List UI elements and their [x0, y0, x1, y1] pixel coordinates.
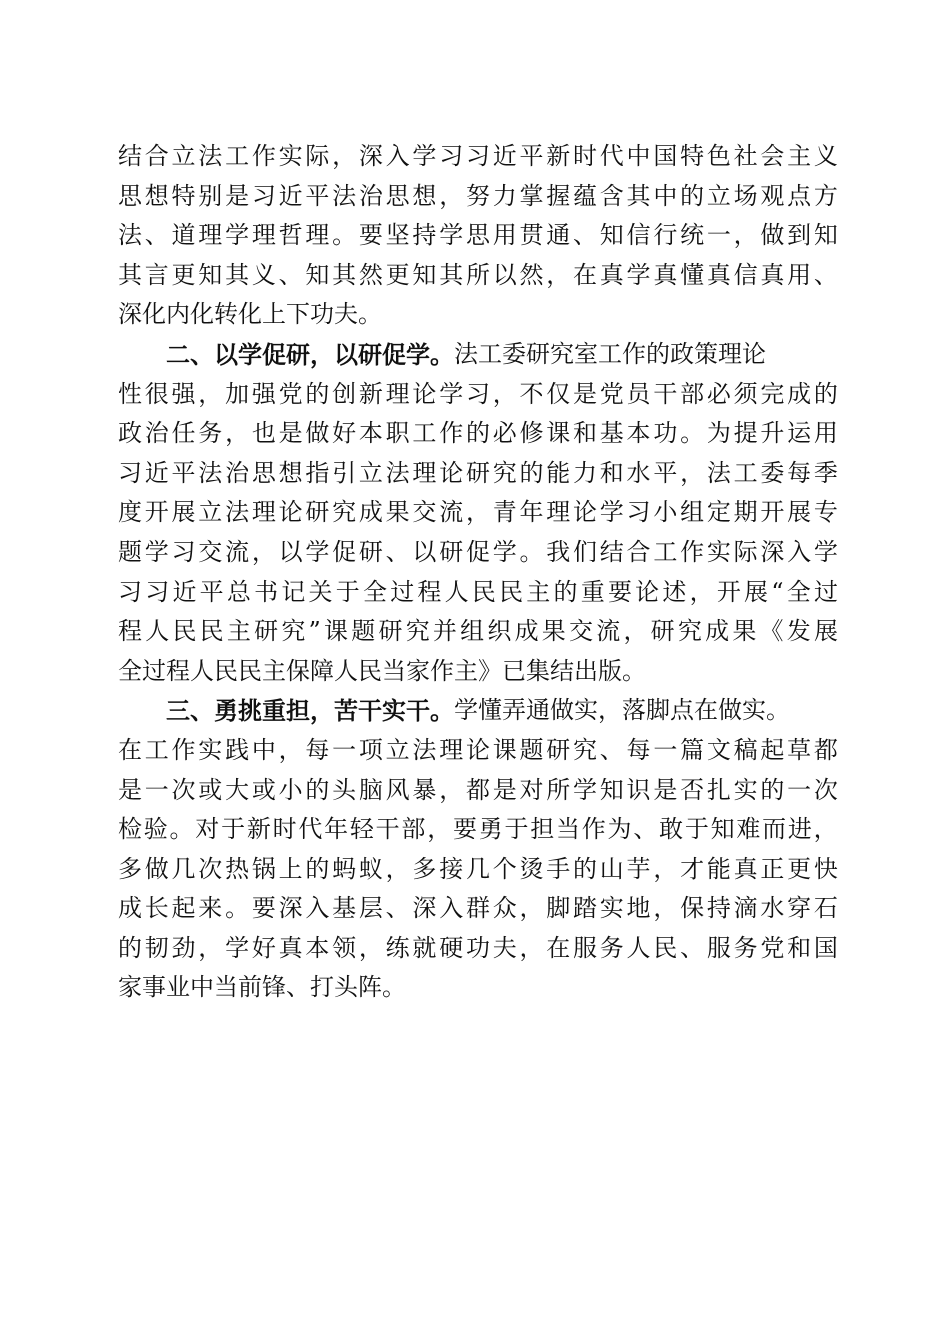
paragraph-2	[118, 335, 838, 691]
text-line: 家事业中当前锋、打头阵。	[118, 973, 406, 1002]
text-line: 成 长 起 来 。 要 深 入 基 层 、 深 入 群 众 ， 脚 踏 实 地 ， 保 持 滴 水 穿 石	[118, 894, 838, 923]
text-line: 检 验 。 对 于 新 时 代 年 轻 干 部 ， 要 勇 于 担 当 作 为 、 敢 于 知 难 而 进 ，	[118, 815, 838, 844]
text-line: 政 治 任 务 ， 也 是 做 好 本 职 工 作 的 必 修 课 和 基 本 功 。 为 提 升 运 用	[118, 419, 838, 448]
paragraph-1	[118, 137, 838, 335]
text-line: 结 合 立 法 工 作 实 际 ， 深 入 学 习 习 近 平 新 时 代 中 国 特 色 社 会 主 义	[118, 142, 838, 170]
document-body	[118, 137, 838, 1008]
text-line: 全过程人民民主保障人民当家作主》已集结出版。	[118, 656, 646, 685]
text-line: 其 言 更 知 其 义 、 知 其 然 更 知 其 所 以 然 ， 在 真 学 真 懂 真 信 真 用 、	[118, 260, 838, 289]
paragraph-3	[118, 691, 838, 1008]
text-line: 深化内化转化上下功夫。	[118, 300, 382, 329]
text-line: 三、勇挑重担，苦干实干。 学懂弄通做实，落脚点在做实。	[118, 691, 838, 731]
section-heading-2: 二、以学促研，以研促学。	[166, 339, 454, 369]
text-line: 思 想 特 别 是 习 近 平 法 治 思 想 ， 努 力 掌 握 蕴 含 其 中 的 立 场 观 点 方	[118, 181, 838, 210]
text-line: 性 很 强 ， 加 强 党 的 创 新 理 论 学 习 ， 不 仅 是 党 员 干 部 必 须 完 成 的	[118, 379, 838, 408]
text-line: 的 韧 劲 ， 学 好 真 本 领 ， 练 就 硬 功 夫 ， 在 服 务 人 民 、 服 务 党 和 国	[118, 933, 838, 962]
text-line: 在 工 作 实 践 中 ， 每 一 项 立 法 理 论 课 题 研 究 、 每 一 篇 文 稿 起 草 都	[118, 735, 838, 764]
text-line: 题 学 习 交 流 ， 以 学 促 研 、 以 研 促 学 。 我 们 结 合 工 作 实 际 深 入 学	[118, 537, 838, 566]
text-line: 法 、 道 理 学 理 哲 理 。 要 坚 持 学 思 用 贯 通 、 知 信 行 统 一 ， 做 到 知	[118, 221, 838, 250]
text-line: 度 开 展 立 法 理 论 研 究 成 果 交 流 ， 青 年 理 论 学 习 小 组 定 期 开 展 专	[118, 498, 838, 527]
text-line: 程 人 民 民 主 研 究 ” 课 题 研 究 并 组 织 成 果 交 流 ， 研 究 成 果 《 发 展	[118, 617, 838, 646]
text-line: 习 习 近 平 总 书 记 关 于 全 过 程 人 民 民 主 的 重 要 论 述 ， 开 展 “ 全 过	[118, 577, 838, 606]
section-heading-3: 三、勇挑重担，苦干实干。	[166, 696, 454, 726]
text-line: 二、以学促研，以研促学。 法工委研究室工作的政策理论	[118, 335, 838, 375]
text-line: 是 一 次 或 大 或 小 的 头 脑 风 暴 ， 都 是 对 所 学 知 识 是 否 扎 实 的 一 次	[118, 775, 838, 804]
text-line: 习 近 平 法 治 思 想 指 引 立 法 理 论 研 究 的 能 力 和 水 平 ， 法 工 委 每 季	[118, 458, 838, 487]
text-line: 多 做 几 次 热 锅 上 的 蚂 蚁 ， 多 接 几 个 烫 手 的 山 芋 ， 才 能 真 正 更 快	[118, 854, 838, 883]
